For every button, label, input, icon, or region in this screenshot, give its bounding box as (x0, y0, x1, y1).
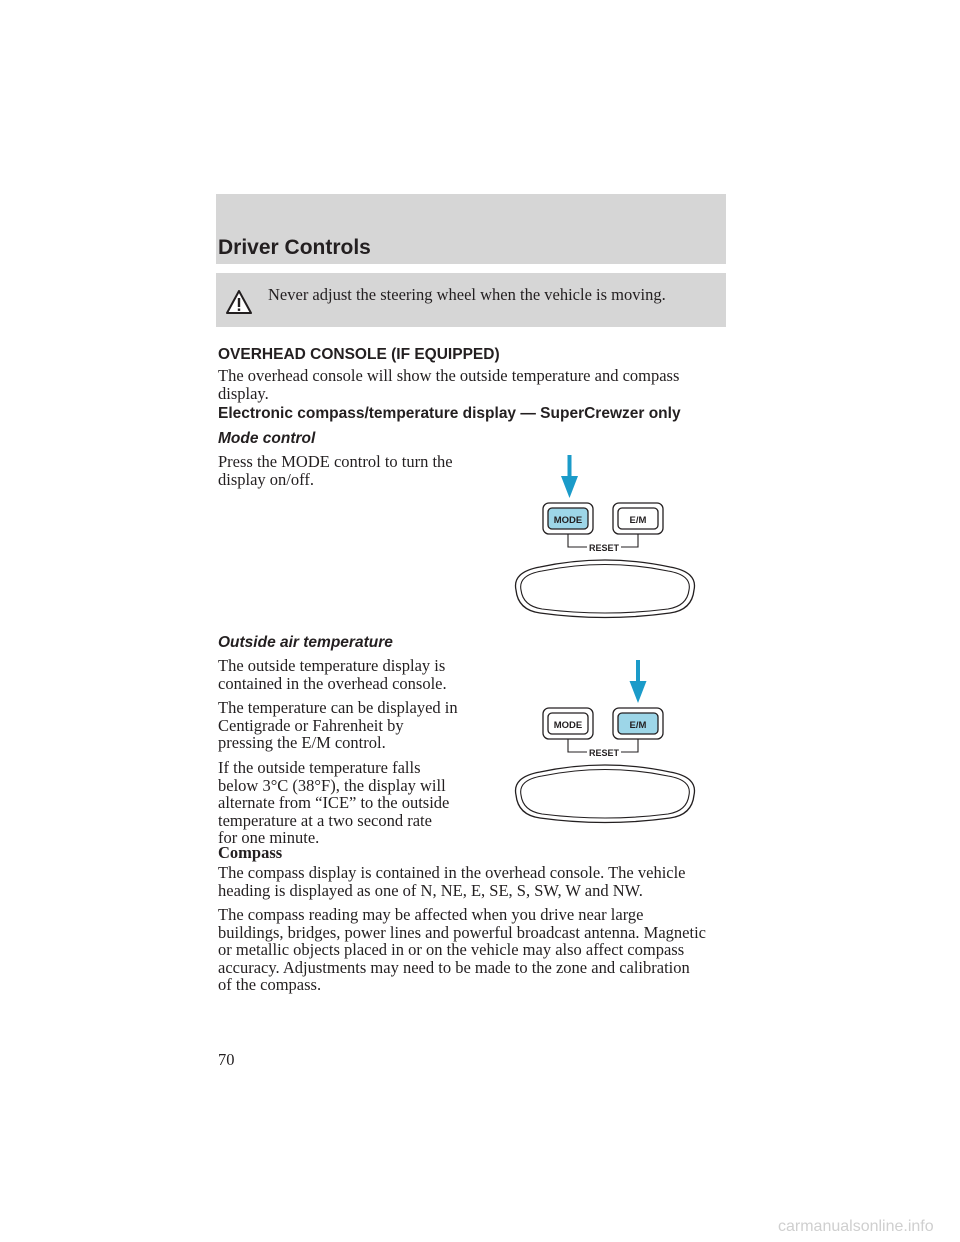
text-line: heading is displayed as one of N, NE, E, SE, S, SW, W and NW. (218, 880, 643, 900)
page-title: Driver Controls (218, 236, 371, 259)
text-line: Press the MODE control to turn the (218, 452, 453, 471)
text-line: display on/off. (218, 469, 314, 489)
mode-label: MODE (553, 720, 583, 731)
warning-icon (226, 290, 252, 314)
outside-temp-paragraph-2 (218, 699, 458, 752)
text-line: The compass display is contained in the overhead console. The vehicle (218, 863, 686, 882)
text-line: The temperature can be displayed in (218, 698, 458, 717)
compass-display-heading: Electronic compass/temperature display — SuperCrewzer only (218, 405, 681, 422)
text-line: below 3°C (38°F), the display will (218, 775, 446, 795)
page-number: 70 (218, 1050, 235, 1069)
figure-em-control (510, 655, 700, 825)
display-inner (521, 770, 690, 819)
text-line: of the compass. (218, 975, 322, 994)
reset-label: RESET (588, 748, 620, 758)
reset-bracket-right (621, 739, 638, 752)
compass-heading: Compass (218, 843, 283, 862)
reset-label: RESET (588, 543, 620, 553)
text-line: The overhead console will show the outside temperature and compass (218, 366, 680, 385)
outside-temp-paragraph-1 (218, 657, 447, 692)
text-line: temperature at a two second rate (218, 810, 432, 830)
em-label: E/M (629, 515, 647, 526)
mode-control-text (218, 453, 453, 488)
reset-bracket-left (568, 534, 587, 547)
text-line: alternate from “ICE” to the outside (218, 793, 450, 812)
text-line: The outside temperature display is (218, 656, 446, 675)
arrow-head (561, 476, 578, 498)
watermark: carmanualsonline.info (778, 1218, 934, 1235)
warning-text: Never adjust the steering wheel when the vehicle is moving. (268, 285, 666, 304)
arrow-shaft (568, 455, 572, 477)
text-line: If the outside temperature falls (218, 758, 421, 777)
arrow-shaft (636, 660, 640, 682)
reset-bracket-right (621, 534, 638, 547)
outside-temp-paragraph-3 (218, 759, 449, 847)
compass-paragraph-1 (218, 864, 686, 899)
overhead-console-heading: OVERHEAD CONSOLE (IF EQUIPPED) (218, 346, 500, 363)
outside-air-temperature-heading: Outside air temperature (218, 634, 393, 651)
text-line: for one minute. (218, 828, 320, 847)
arrow-head (630, 681, 647, 703)
overhead-intro (218, 367, 679, 402)
em-label: E/M (629, 720, 647, 731)
display-inner (521, 565, 690, 614)
mode-control-heading: Mode control (218, 430, 316, 447)
text-line: or metallic objects placed in or on the vehicle may also affect compass (218, 940, 685, 959)
text-line: contained in the overhead console. (218, 673, 447, 693)
compass-paragraph-2 (218, 906, 706, 994)
text-line: pressing the E/M control. (218, 733, 386, 752)
mode-label: MODE (553, 515, 583, 526)
text-line: Centigrade or Fahrenheit by (218, 715, 404, 735)
text-line: The compass reading may be affected when you drive near large (218, 905, 644, 924)
figure-mode-control (510, 450, 700, 620)
text-line: buildings, bridges, power lines and powerful broadcast antenna. Magnetic (218, 922, 706, 942)
reset-bracket-left (568, 739, 587, 752)
text-line: accuracy. Adjustments may need to be made to the zone and calibration (218, 957, 690, 977)
text-line: display. (218, 383, 269, 403)
